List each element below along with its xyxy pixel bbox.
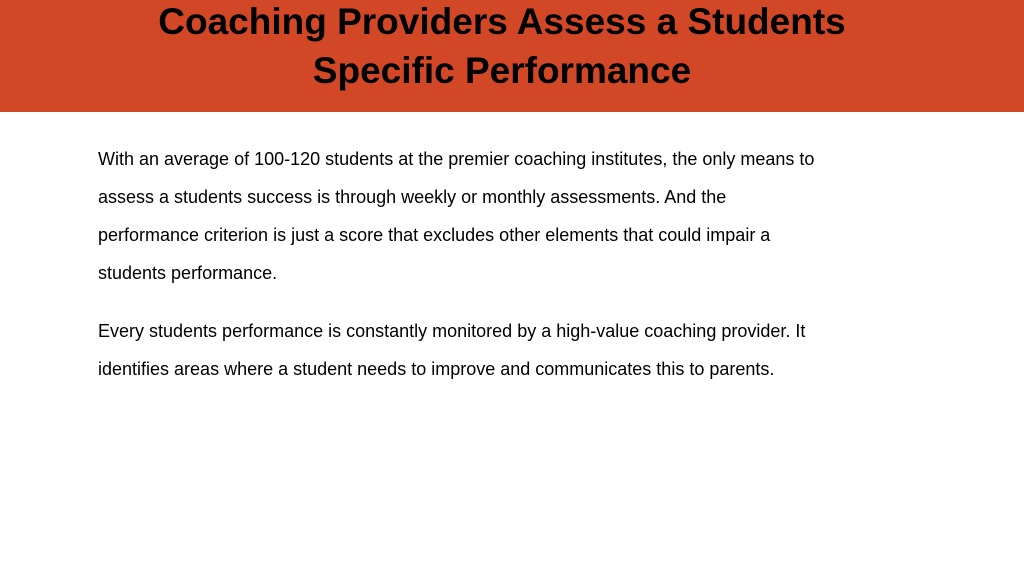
slide-title-line-1: Coaching Providers Assess a Students (158, 1, 846, 42)
slide-body (98, 140, 828, 388)
slide-title (0, 0, 1004, 95)
body-paragraph-1: With an average of 100-120 students at the premier coaching institutes, the only means to assess a students success is through weekly or monthly assessments. And the performance criterion is just a score that excludes other elements that could impair a students performance. (98, 149, 815, 283)
slide-title-line-2: Specific Performance (312, 50, 692, 91)
body-paragraph-2: Every students performance is constantly monitored by a high-value coaching provider. It identifies areas where a student needs to improve and communicates this to parents. (98, 321, 806, 379)
